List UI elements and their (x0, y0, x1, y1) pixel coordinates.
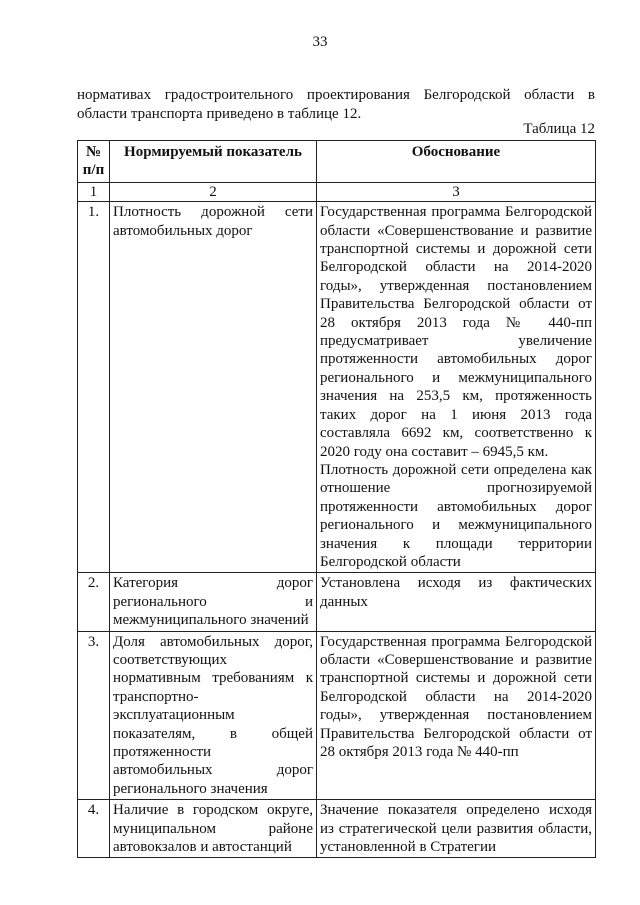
row-basis (317, 631, 596, 800)
row-indicator: Наличие в городском округе, муниципальном районе автовокзалов и автостанций (110, 800, 317, 858)
basis-paragraph: Установлена исходя из фактических данных (320, 575, 592, 610)
row-number: 3. (78, 631, 110, 800)
basis-paragraph: Значение показателя определено исходя из стратегической цели развития области, установленной в Стратегии (320, 802, 592, 856)
row-basis (317, 202, 596, 573)
column-numbers-row (78, 182, 596, 201)
basis-paragraph: Государственная программа Белгородской области «Совершенствование и развитие транспортной системы и дорожной сети Белгородской области на 2014-2020 годы», утвержденная постановлением Правительства Белгородской области от 28 октября 2013 года № 440-пп (320, 633, 592, 760)
row-number: 4. (78, 800, 110, 858)
row-indicator: Доля автомобильных дорог, соответствующих нормативным требованиям к транспортно-эксплуатационным показателям, в общей протяженности автомобильных дорог регионального значения (110, 631, 317, 800)
table-row (78, 631, 596, 800)
table-caption: Таблица 12 (523, 121, 595, 137)
column-number: 1 (78, 182, 110, 201)
row-indicator: Плотность дорожной сети автомобильных дорог (110, 202, 317, 573)
basis-paragraph: Плотность дорожной сети определена как отношение прогнозируемой протяженности автомобильных дорог регионального и межмуниципального значения к площади территории Белгородской области (320, 461, 592, 570)
table-row (78, 202, 596, 573)
row-basis (317, 573, 596, 631)
row-indicator: Категория дорог регионального и межмуниципального значений (110, 573, 317, 631)
intro-paragraph: нормативах градостроительного проектирования Белгородской области в области транспорта приведено в таблице 12. (77, 87, 595, 122)
table-row (78, 573, 596, 631)
table-header-row (78, 141, 596, 183)
row-number: 2. (78, 573, 110, 631)
row-basis (317, 800, 596, 858)
header-basis: Обоснование (317, 141, 596, 183)
column-number: 3 (317, 182, 596, 201)
header-number: № п/п (78, 141, 110, 183)
page-number: 33 (312, 34, 328, 50)
row-number: 1. (78, 202, 110, 573)
norms-table (77, 140, 596, 858)
column-number: 2 (110, 182, 317, 201)
basis-paragraph: Государственная программа Белгородской области «Совершенствование и развитие транспортной системы и дорожной сети Белгородской области на 2014-2020 годы», утвержденная постановлением Правительства Белгородской области от 28 октября 2013 года № 440-пп предусматривает увеличение протяженности автомобильных дорог регионального и межмуниципального значения на 253,5 км, протяженность таких дорог на 1 июня 2013 года составляла 6692 км, соответственно к 2020 году она составит – 6945,5 км. (320, 204, 592, 460)
table-row (78, 800, 596, 858)
header-indicator: Нормируемый показатель (110, 141, 317, 183)
